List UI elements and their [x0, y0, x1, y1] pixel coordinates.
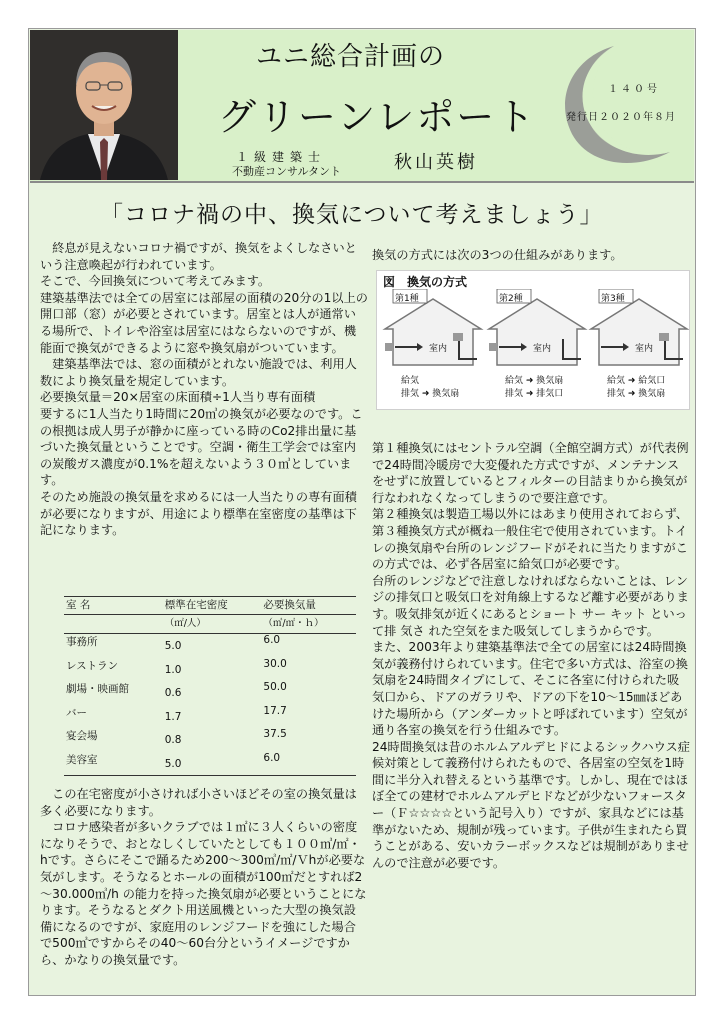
- legend-exhaust-device: 換気扇: [432, 389, 460, 399]
- table-cell: 5.0: [163, 752, 262, 776]
- diagram-room-label: 室内: [635, 344, 654, 354]
- table-cell: 6.0: [263, 634, 281, 646]
- diagram-room-label: 室内: [533, 344, 552, 354]
- paragraph: 建築基準法では全ての居室には部屋の面積の20分の1以上の開口部（窓）が必要とされています。居室とは人が通常いる場所で、トイレや浴室は居室にはならないのですが、機能面で換気ができるように窓や換気扇がついています。: [40, 290, 368, 355]
- table-cell: 17.7: [263, 704, 287, 717]
- table-cell: バー: [66, 706, 87, 719]
- table-cell: 1.0: [164, 663, 182, 676]
- table-unit-density: （㎡/人）: [163, 615, 262, 634]
- table-row: [64, 705, 356, 729]
- paragraph: 必要換気量＝20×居室の床面積÷1人当り専有面積: [40, 390, 316, 405]
- left-column-continued: [40, 786, 368, 969]
- legend-exhaust: 排気: [607, 389, 626, 399]
- table-cell: 美容室: [64, 752, 163, 776]
- paragraph: 第２種換気は製造工場以外にはあまり使用されておらず、第３種換気方式が概ね一般住宅で使用されています。トイレの換気扇や台所のレンジフードがそれに当たりますがこの方式では、必ず各居室に給気口が必要です。: [372, 507, 688, 572]
- table-cell: 宴会場: [66, 730, 98, 742]
- table-header-ventilation: 必要換気量: [263, 599, 316, 611]
- table-header-room: 室 名: [66, 599, 91, 611]
- author-photo: [30, 30, 178, 180]
- issue-date: 発行日２０２０年８月: [566, 112, 676, 123]
- table-cell: レストラン: [66, 659, 119, 672]
- table-row: [64, 728, 356, 752]
- legend-exhaust-device: 換気扇: [638, 389, 666, 399]
- occupancy-density-table: [64, 596, 356, 776]
- table-cell: 50.0: [263, 681, 287, 693]
- legend-supply: 給気: [401, 376, 420, 386]
- diagram-type1-label: 第1種: [395, 294, 419, 304]
- header-divider: [30, 181, 694, 183]
- paragraph: また、2003年より建築基準法で全ての居室には24時間換気が義務付けられています。住宅で多い方式は、浴室の換気扇を24時間タイプにして、そこに各室に付けられた吸気口から、ドアのガラリや、ドアの下を10～15㎜ほどあけた場所から（アンダーカットと呼ばれています）空気が通り各室の換気を行う仕組みです。: [372, 640, 688, 738]
- paragraph: 要するに1人当たり1時間に20㎥の換気が必要なのです。この根拠は成人男子が静かに座っている時のCo2排出量に基づいた換気量ということです。空調・衛生工学会では室内の炭酸ガス濃度が0.1%を超えないよう３０㎥としています。: [40, 406, 363, 488]
- report-title-line2: グリーンレポート: [218, 95, 537, 139]
- paragraph: 建築基準法では、窓の面積がとれない施設では、利用人数により換気量を規定しています。: [40, 357, 357, 388]
- table-row: [64, 752, 356, 776]
- diagram-type3-label: 第3種: [601, 294, 625, 304]
- legend-exhaust-device: 排気口: [536, 389, 564, 399]
- table-cell: 5.0: [164, 640, 182, 652]
- paragraph: そのため施設の換気量を求めるには一人当たりの専有面積が必要になりますが、用途により標準在室密度の基準は下記になります。: [40, 489, 357, 538]
- right-column-intro: 換気の方式には次の3つの仕組みがあります。: [372, 248, 623, 262]
- table-cell: 事務所: [66, 636, 98, 648]
- article-headline: 「コロナ禍の中、換気について考えましょう」: [100, 202, 604, 228]
- table-row: [64, 634, 356, 658]
- house-diagrams: [377, 289, 689, 367]
- author-role: 不動産コンサルタント: [232, 165, 342, 178]
- right-column-body: [372, 440, 690, 871]
- table-cell: 1.7: [164, 710, 182, 723]
- legend-supply: 給気: [505, 376, 524, 386]
- legend-supply-device: 給気口: [638, 376, 666, 386]
- legend-exhaust: 排気: [505, 389, 524, 399]
- diagram-type2-label: 第2種: [499, 294, 523, 304]
- issue-number: １４０号: [608, 84, 660, 95]
- paragraph: コロナ感染者が多いクラブでは１㎡に３人くらいの密度になりそうで、おとなしくしていたとしても１００㎥/㎡・hです。さらにそこで踊るため200～300㎥/㎡/Ｖhが必要な気がします。そうなるとホールの面積が100㎡だとすれば2～30.000㎥/h の能力を持った換気扇が必要ということになります。そうなるとダクト用送風機といった大型の換気設備になるのですが、家庭用のレンジフードを強にした場合で500㎥ですからその40～60台分というイメージですから、かなりの換気量です。: [40, 820, 367, 967]
- diagram-title: 図 換気の方式: [383, 275, 468, 289]
- ventilation-diagram: [376, 270, 690, 410]
- diagram-type3-legend: 給気 ➜ 給気口 排気 ➜ 換気扇: [607, 376, 666, 399]
- table-row: [64, 658, 356, 682]
- paragraph: この在宅密度が小さければ小さいほどその室の換気量は多く必要になります。: [40, 787, 357, 818]
- paragraph: 終息が見えないコロナ禍ですが、換気をよくしなさいという注意喚起が行われています。: [40, 241, 357, 272]
- table-row: [64, 681, 356, 705]
- table-cell: 30.0: [263, 657, 287, 670]
- table-cell: 0.6: [164, 687, 182, 699]
- table-unit-room: [64, 615, 163, 634]
- table-cell: 劇場・映画館: [66, 683, 129, 695]
- legend-exhaust: 排気: [401, 389, 420, 399]
- table-cell: 37.5: [263, 728, 287, 740]
- left-column-intro: [40, 240, 368, 539]
- paragraph: 24時間換気は昔のホルムアルデヒドによるシックハウス症候対策として義務付けられたもので、各居室の空気を1時間に半分入れ替えるという基準です。しかし、現在ではほぼ全ての建材でホルムアルデヒドなどが少ないフォースター（Ｆ☆☆☆☆という記号入り）ですが、家具などには基準がないため、規制が残っています。子供が生まれたら買うことがある、安いカラーボックスなどは規制がありませんので注意が必要です。: [372, 739, 690, 870]
- diagram-type1-legend: 給気 排気 ➜ 換気扇: [401, 376, 460, 399]
- paragraph: 台所のレンジなどで注意しなければならないことは、レンジの排気口と吸気口を対角線上するなど離す必要があります。吸気排気が近くにあるとショート サー キット といっ て排 気さ れた空気をまた吸気してしまうからです。: [372, 573, 689, 638]
- paragraph: そこで、今回換気について考えてみます。: [40, 274, 271, 289]
- author-qualification: １級建築士: [236, 150, 327, 164]
- table-cell: 0.8: [164, 734, 182, 746]
- diagram-type2-legend: 給気 ➜ 換気扇 排気 ➜ 排気口: [505, 376, 564, 399]
- author-name: 秋山英樹: [394, 152, 478, 173]
- legend-supply: 給気: [607, 376, 626, 386]
- table-cell: 6.0: [261, 752, 356, 776]
- diagram-room-label: 室内: [429, 344, 448, 354]
- table-header-density: 標準在宅密度: [164, 599, 228, 611]
- legend-supply-device: 換気扇: [536, 376, 564, 386]
- table-unit-ventilation: （㎥/㎡・ｈ）: [261, 615, 356, 634]
- report-title-line1: ユニ総合計画の: [256, 42, 446, 72]
- paragraph: 第１種換気にはセントラル空調（全館空調方式）が代表例で24時間冷暖房で大変優れた方式ですが、メンテナンスをせずに放置しているとフィルターの目詰まりから換気が行なわれなくなってしまうので要注意です。: [372, 441, 689, 505]
